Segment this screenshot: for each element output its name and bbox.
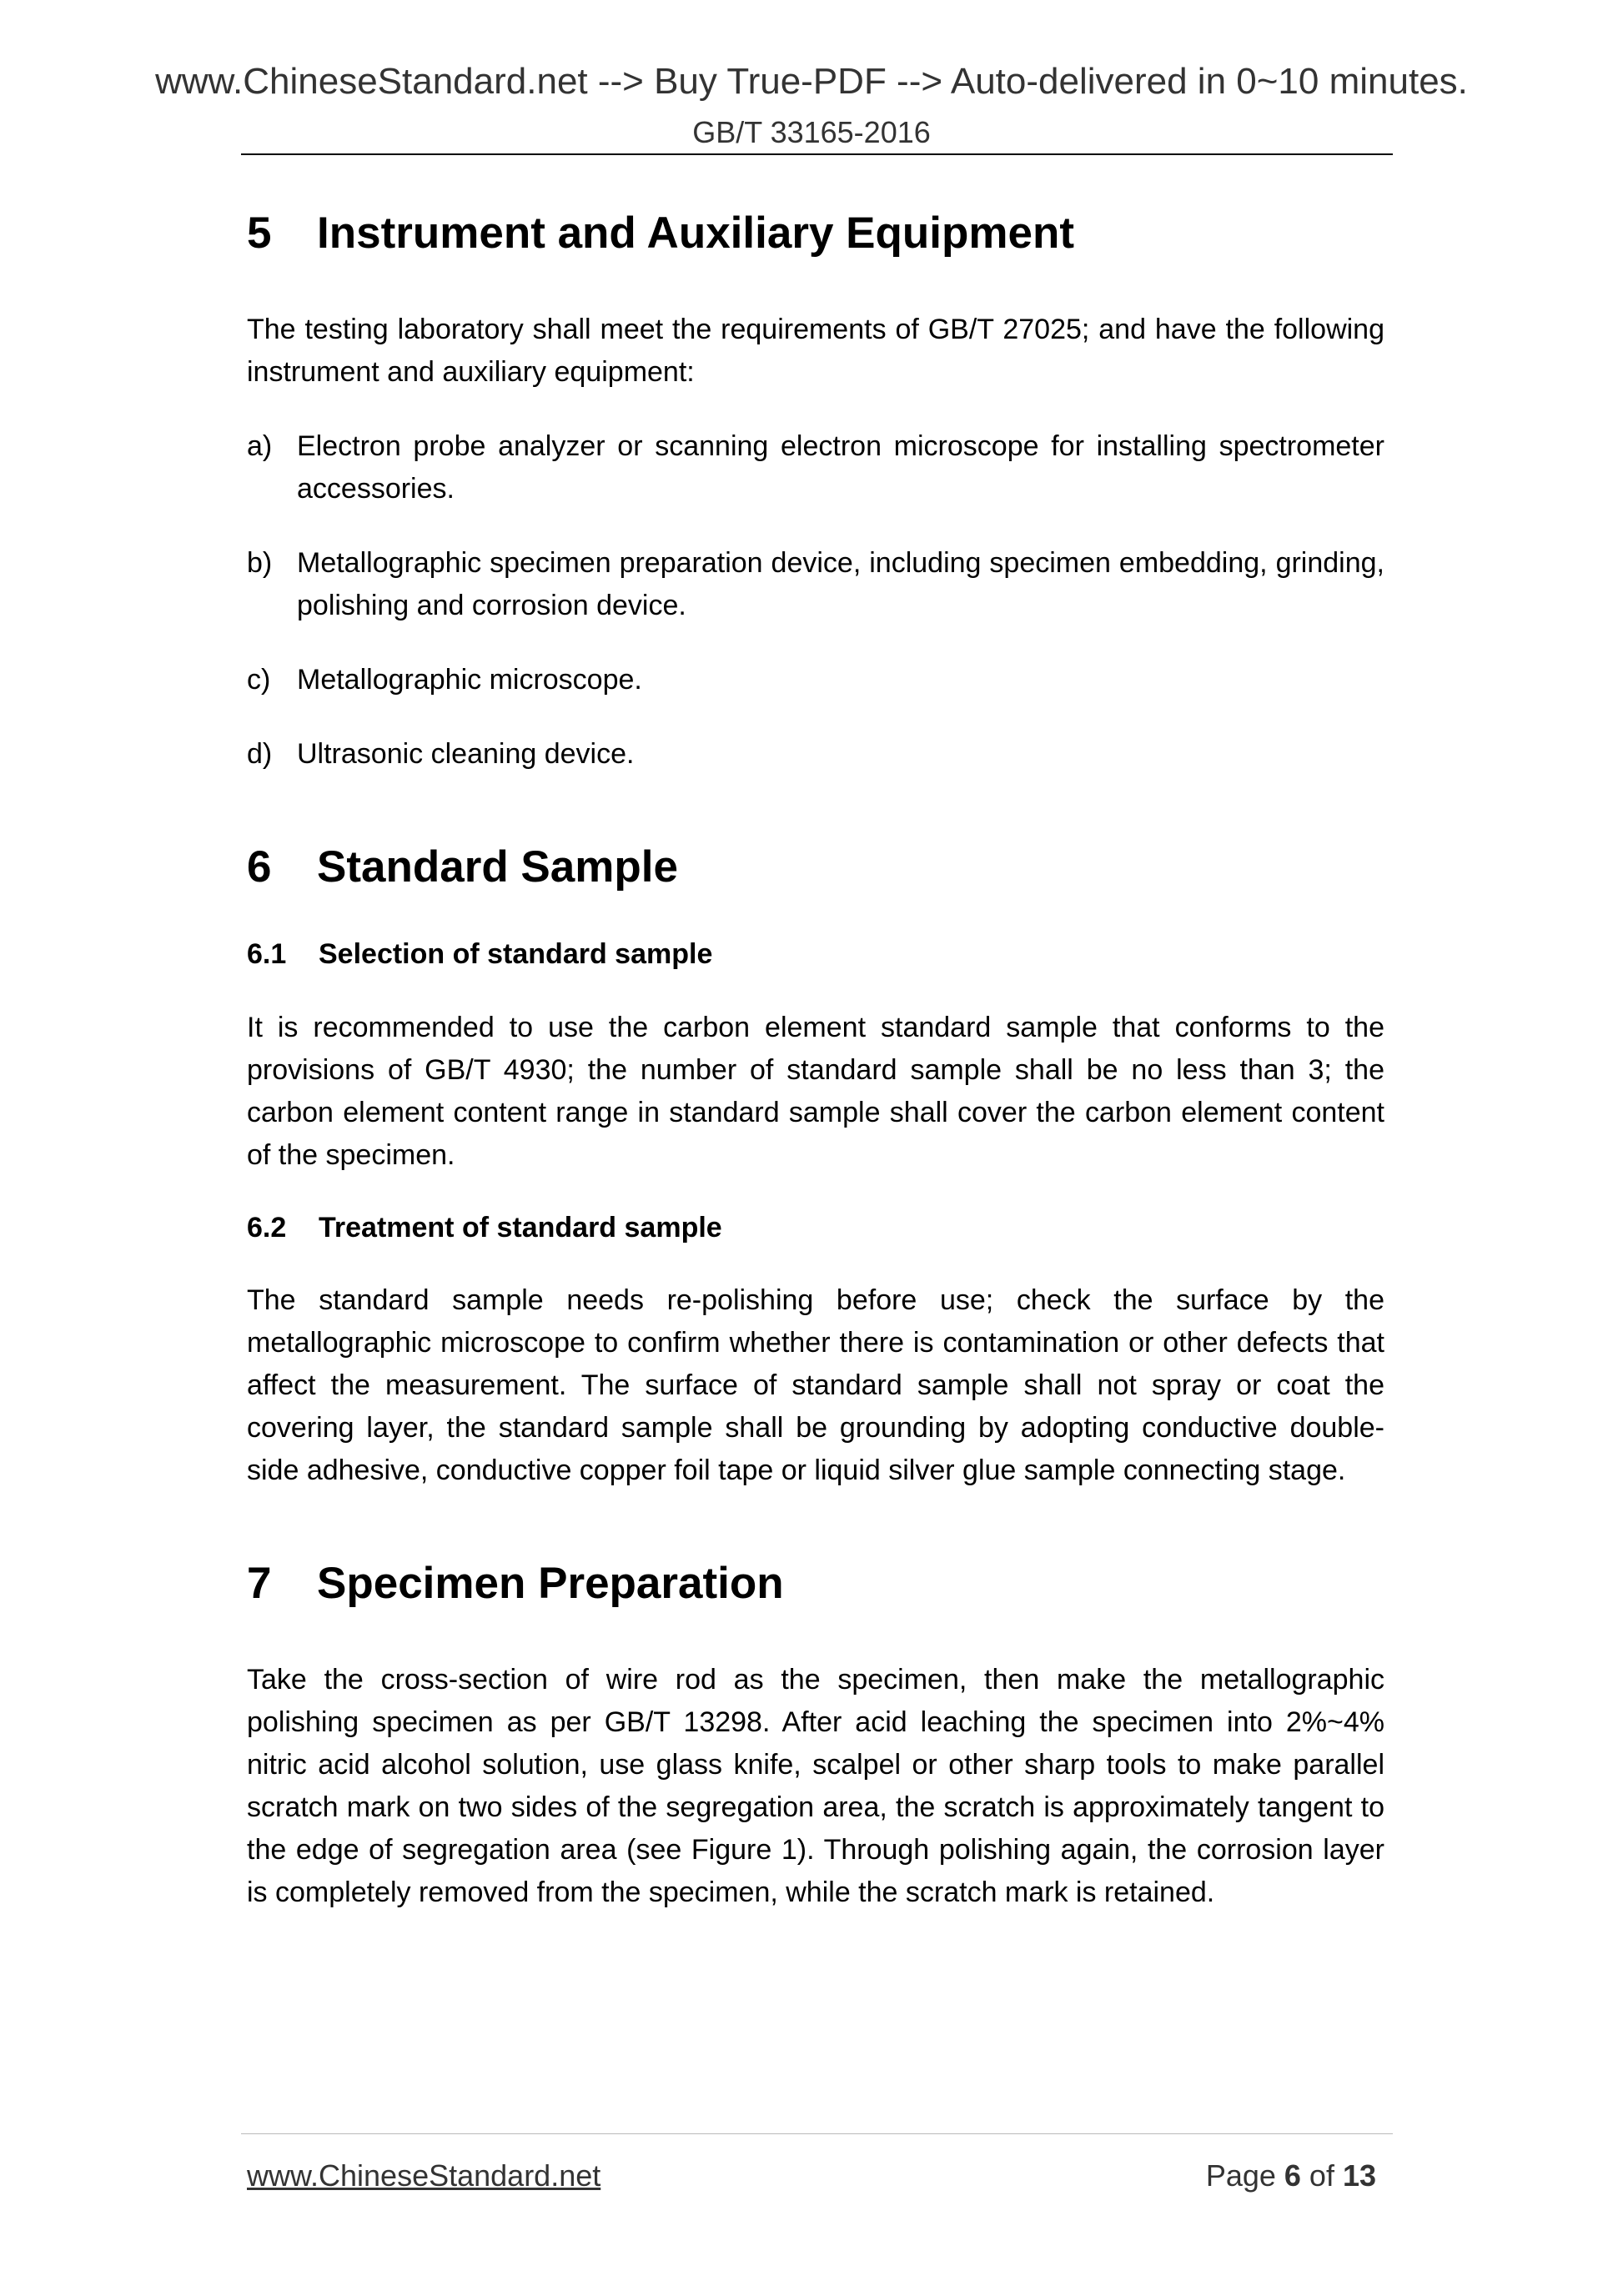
footer-website-link[interactable]: www.ChineseStandard.net (247, 2158, 601, 2193)
page-current: 6 (1284, 2158, 1301, 2193)
section-number: 5 (247, 208, 272, 258)
subsection-title: Selection of standard sample (319, 938, 713, 971)
site-banner: www.ChineseStandard.net --> Buy True-PDF --> Auto-delivered in 0~10 minutes. (155, 61, 1468, 102)
document-id: GB/T 33165-2016 (692, 115, 931, 149)
subsection-title: Treatment of standard sample (319, 1211, 722, 1243)
section-title: Standard Sample (317, 842, 678, 892)
list-item (247, 425, 1384, 510)
subsection-6-1-text: It is recommended to use the carbon element standard sample that conforms to the provisions of GB/T 4930; the number of standard sample shall be no less than 3; the carbon element content range in standard sample shall cover the carbon element content of the specimen. (247, 1011, 1384, 1171)
list-text: Electron probe analyzer or scanning electron microscope for installing spectrometer accessories. (297, 430, 1384, 505)
section-title: Specimen Preparation (317, 1559, 784, 1609)
list-label: c) (247, 663, 271, 696)
page-number (1206, 2158, 1376, 2193)
list-label: b) (247, 546, 273, 579)
list-text: Metallographic specimen preparation device, including specimen embedding, grinding, polishing and corrosion device. (297, 546, 1384, 621)
footer-divider (241, 2133, 1393, 2134)
header-divider (241, 153, 1393, 155)
list-text: Ultrasonic cleaning device. (297, 737, 635, 770)
section-number: 6 (247, 842, 272, 892)
list-label: d) (247, 737, 273, 770)
list-item (247, 542, 1384, 627)
page-content (247, 207, 1384, 1914)
section-6-heading (247, 841, 1384, 894)
list-label: a) (247, 430, 273, 462)
section-7-heading (247, 1557, 1384, 1610)
section-5-heading (247, 207, 1384, 260)
subsection-number: 6.2 (247, 1211, 287, 1243)
subsection-number: 6.1 (247, 938, 287, 971)
list-text: Metallographic microscope. (297, 663, 642, 696)
page-of: of (1300, 2158, 1343, 2193)
section-5-intro: The testing laboratory shall meet the requirements of GB/T 27025; and have the following instrument and auxiliary equipment: (247, 313, 1384, 388)
list-item (247, 733, 1384, 776)
subsection-6-1-heading (247, 935, 1384, 975)
section-title: Instrument and Auxiliary Equipment (317, 208, 1074, 258)
section-number: 7 (247, 1559, 272, 1609)
subsection-6-2-text: The standard sample needs re-polishing before use; check the surface by the metallographic microscope to confirm whether there is contamination or other defects that affect the measurement. The surface of standard sample shall not spray or coat the covering layer, the standard sample shall be grounding by adopting conductive double-side adhesive, conductive copper foil tape or liquid silver glue sample connecting stage. (247, 1284, 1384, 1487)
list-item (247, 659, 1384, 701)
section-7-text: Take the cross-section of wire rod as the specimen, then make the metallographic polishing specimen as per GB/T 13298. After acid leaching the specimen into 2%~4% nitric acid alcohol solution, use glass knife, scalpel or other sharp tools to make parallel scratch mark on two sides of the segregation area, the scratch is approximately tangent to the edge of segregation area (see Figure 1). Through polishing again, the corrosion layer is completely removed from the specimen, while the scratch mark is retained. (247, 1663, 1384, 1908)
page-total: 13 (1342, 2158, 1376, 2193)
page-prefix: Page (1205, 2158, 1284, 2193)
subsection-6-2-heading (247, 1208, 1384, 1248)
